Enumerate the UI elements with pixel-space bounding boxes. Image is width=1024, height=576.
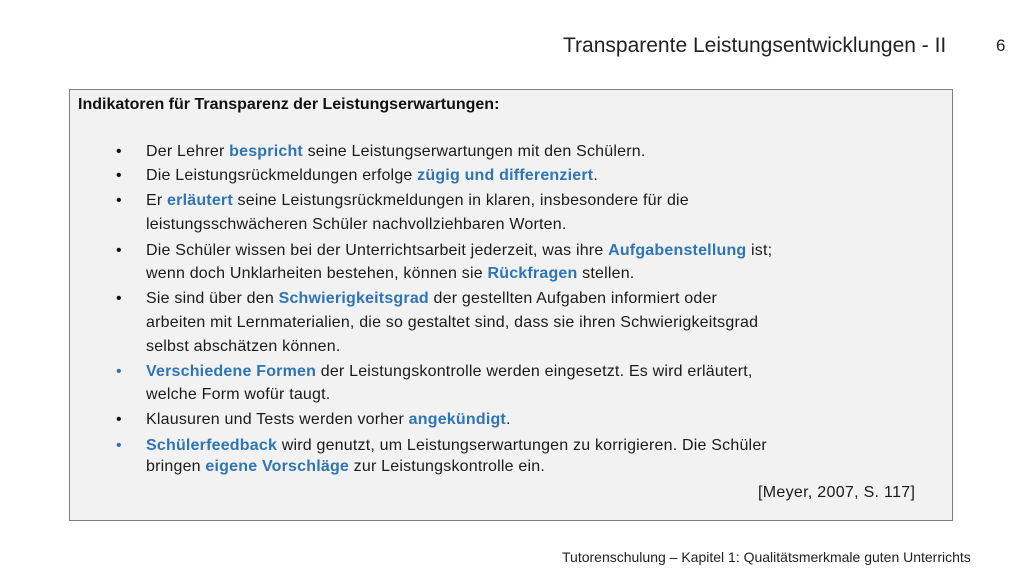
highlight-text: Schwierigkeitsgrad [278, 290, 429, 307]
text: wird genutzt, um Leistungserwartungen zu korrigieren. Die Schüler [277, 437, 767, 454]
text: der gestellten Aufgaben informiert oder [428, 290, 718, 307]
list-item-line [146, 167, 598, 185]
text: seine Leistungsrückmeldungen in klaren, insbesondere für die [232, 192, 689, 209]
text: der Leistungskontrolle werden eingesetzt. Es wird erläutert, [316, 363, 753, 380]
highlight-text: eigene Vorschläge [205, 458, 350, 475]
highlight-text: zügig und differenziert [417, 167, 594, 184]
bullet-icon: • [116, 192, 122, 209]
text: wenn doch Unklarheiten bestehen, können sie [146, 265, 488, 282]
footer-text: Tutorenschulung – Kapitel 1: Qualitätsmerkmale guten Unterrichts [562, 549, 971, 565]
list-item-line: selbst abschätzen können. [146, 338, 341, 355]
bullet-icon: • [116, 167, 122, 184]
text: Der Lehrer [146, 143, 230, 160]
list-item-line [146, 290, 717, 308]
text: ist; [746, 242, 773, 259]
bullet-icon: • [116, 242, 122, 259]
text: Die Schüler wissen bei der Unterrichtsarbeit jederzeit, was ihre [146, 242, 609, 259]
text: Er [146, 192, 168, 209]
list-item-line [146, 363, 753, 381]
highlight-text: Schülerfeedback [146, 437, 278, 454]
bullet-icon: • [116, 143, 122, 160]
citation: [Meyer, 2007, S. 117] [758, 484, 916, 501]
text: stellen. [577, 265, 635, 282]
list-item-line [146, 242, 772, 260]
page-number: 6 [996, 36, 1006, 55]
text: . [593, 167, 598, 184]
bullet-icon: • [116, 290, 122, 307]
bullet-icon: • [116, 363, 122, 380]
text: seine Leistungserwartungen mit den Schülern. [302, 143, 646, 160]
list-item-line [146, 192, 689, 210]
highlight-text: bespricht [229, 143, 303, 160]
highlight-text: Rückfragen [487, 265, 578, 282]
bullet-icon: • [116, 411, 122, 428]
highlight-text: angekündigt [408, 411, 506, 428]
list-item-line: welche Form wofür taugt. [146, 386, 331, 403]
highlight-text: erläutert [167, 192, 233, 209]
text: . [505, 411, 511, 428]
highlight-text: Aufgabenstellung [608, 242, 747, 259]
text: bringen [146, 458, 206, 475]
list-item-line [146, 143, 645, 161]
box-heading: Indikatoren für Transparenz der Leistungserwartungen: [78, 96, 500, 113]
text: zur Leistungskontrolle ein. [349, 458, 545, 475]
text: Klausuren und Tests werden vorher [146, 411, 409, 428]
list-item-line: arbeiten mit Lernmaterialien, die so gestaltet sind, dass sie ihren Schwierigkeitsgrad [146, 314, 759, 331]
text: Sie sind über den [146, 290, 279, 307]
bullet-icon: • [116, 437, 122, 454]
list-item-line [146, 458, 545, 476]
slide-title: Transparente Leistungsentwicklungen - II [563, 34, 947, 57]
list-item-line [146, 265, 634, 283]
highlight-text: Verschiedene Formen [146, 363, 317, 380]
list-item-line [146, 437, 767, 455]
list-item-line [146, 411, 511, 429]
list-item-line: leistungsschwächeren Schüler nachvollziehbaren Worten. [146, 216, 567, 233]
text: Die Leistungsrückmeldungen erfolge [146, 167, 418, 184]
